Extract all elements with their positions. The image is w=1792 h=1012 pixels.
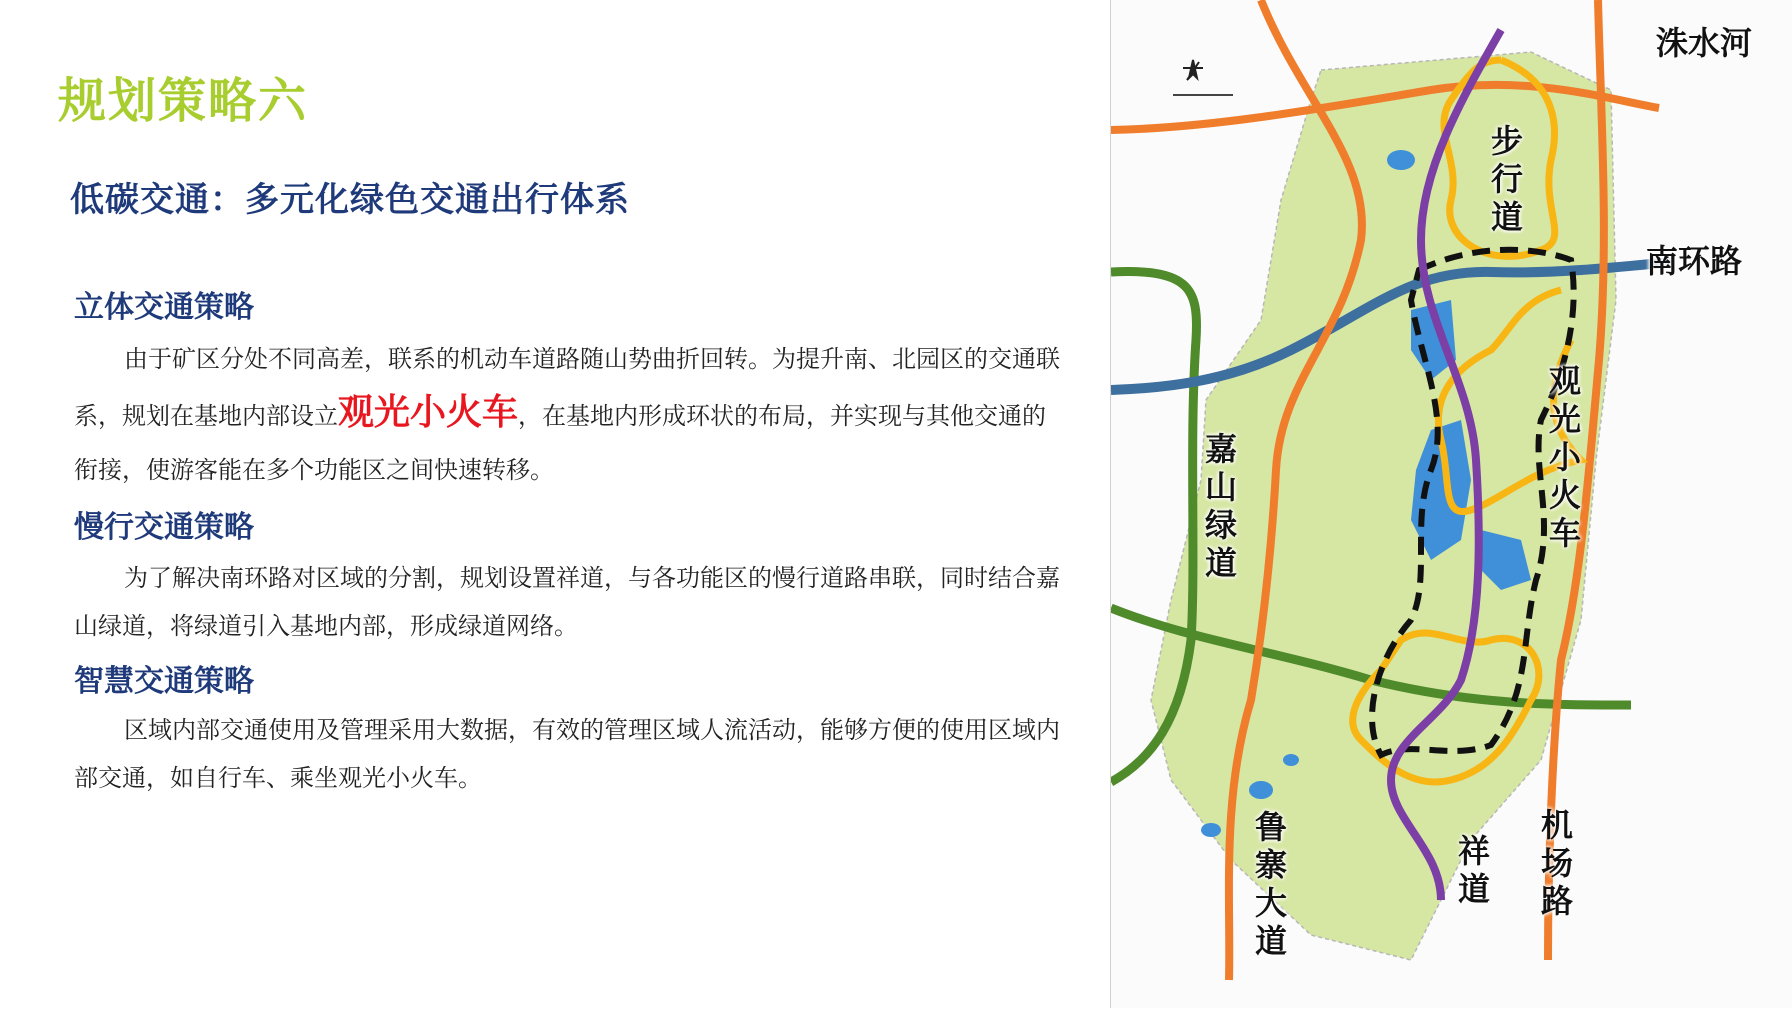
water-body bbox=[1201, 823, 1221, 837]
map-label-airport-road: 机场路 bbox=[1540, 806, 1573, 920]
slide-title: 规划策略六 bbox=[58, 73, 309, 129]
map-label-jiashan-greenway: 嘉山绿道 bbox=[1204, 430, 1237, 582]
map-label-south-ring-road: 南环路 bbox=[1646, 242, 1743, 280]
section-paragraph-slow-traffic: 为了解决南环路对区域的分割，规划设置祥道，与各功能区的慢行道路串联，同时结合嘉山绿道，将绿道引入基地内部，形成绿道网络。 bbox=[74, 564, 1060, 640]
map-label-xiang-path: 祥道 bbox=[1457, 832, 1490, 908]
water-body bbox=[1249, 781, 1273, 799]
map-label-sightseeing-train: 观光小火车 bbox=[1548, 362, 1581, 552]
water-body bbox=[1283, 754, 1299, 766]
section-heading-3d-traffic: 立体交通策略 bbox=[74, 290, 254, 325]
water-body bbox=[1387, 150, 1415, 170]
section-heading-smart-traffic: 智慧交通策略 bbox=[74, 664, 254, 699]
map-label-luzhai-avenue: 鲁寨大道 bbox=[1254, 808, 1287, 960]
paragraph-text: ，在基地内形成环状的布局，并实现与其他交通的衔接，使游客能在多个功能区之间快速转移。 bbox=[74, 402, 1047, 484]
highlight-sightseeing-train: 观光小火车 bbox=[338, 392, 519, 433]
paragraph-text: 由于矿区分处不同高差，联系的机动车道路随山势曲折回转。为提升南、北园区的交通联系，规划在基地内部设立 bbox=[74, 345, 1060, 430]
planning-map bbox=[1111, 0, 1792, 1008]
map-label-footpath: 步行道 bbox=[1490, 122, 1523, 236]
section-paragraph-3d-traffic bbox=[74, 332, 1064, 497]
section-heading-slow-traffic: 慢行交通策略 bbox=[74, 510, 254, 545]
section-paragraph-smart-traffic: 区域内部交通使用及管理采用大数据，有效的管理区域人流活动，能够方便的使用区域内部交通，如自行车、乘坐观光小火车。 bbox=[74, 716, 1060, 792]
subtitle: 低碳交通：多元化绿色交通出行体系 bbox=[70, 180, 630, 220]
map-label-river: 洙水河 bbox=[1656, 24, 1753, 62]
